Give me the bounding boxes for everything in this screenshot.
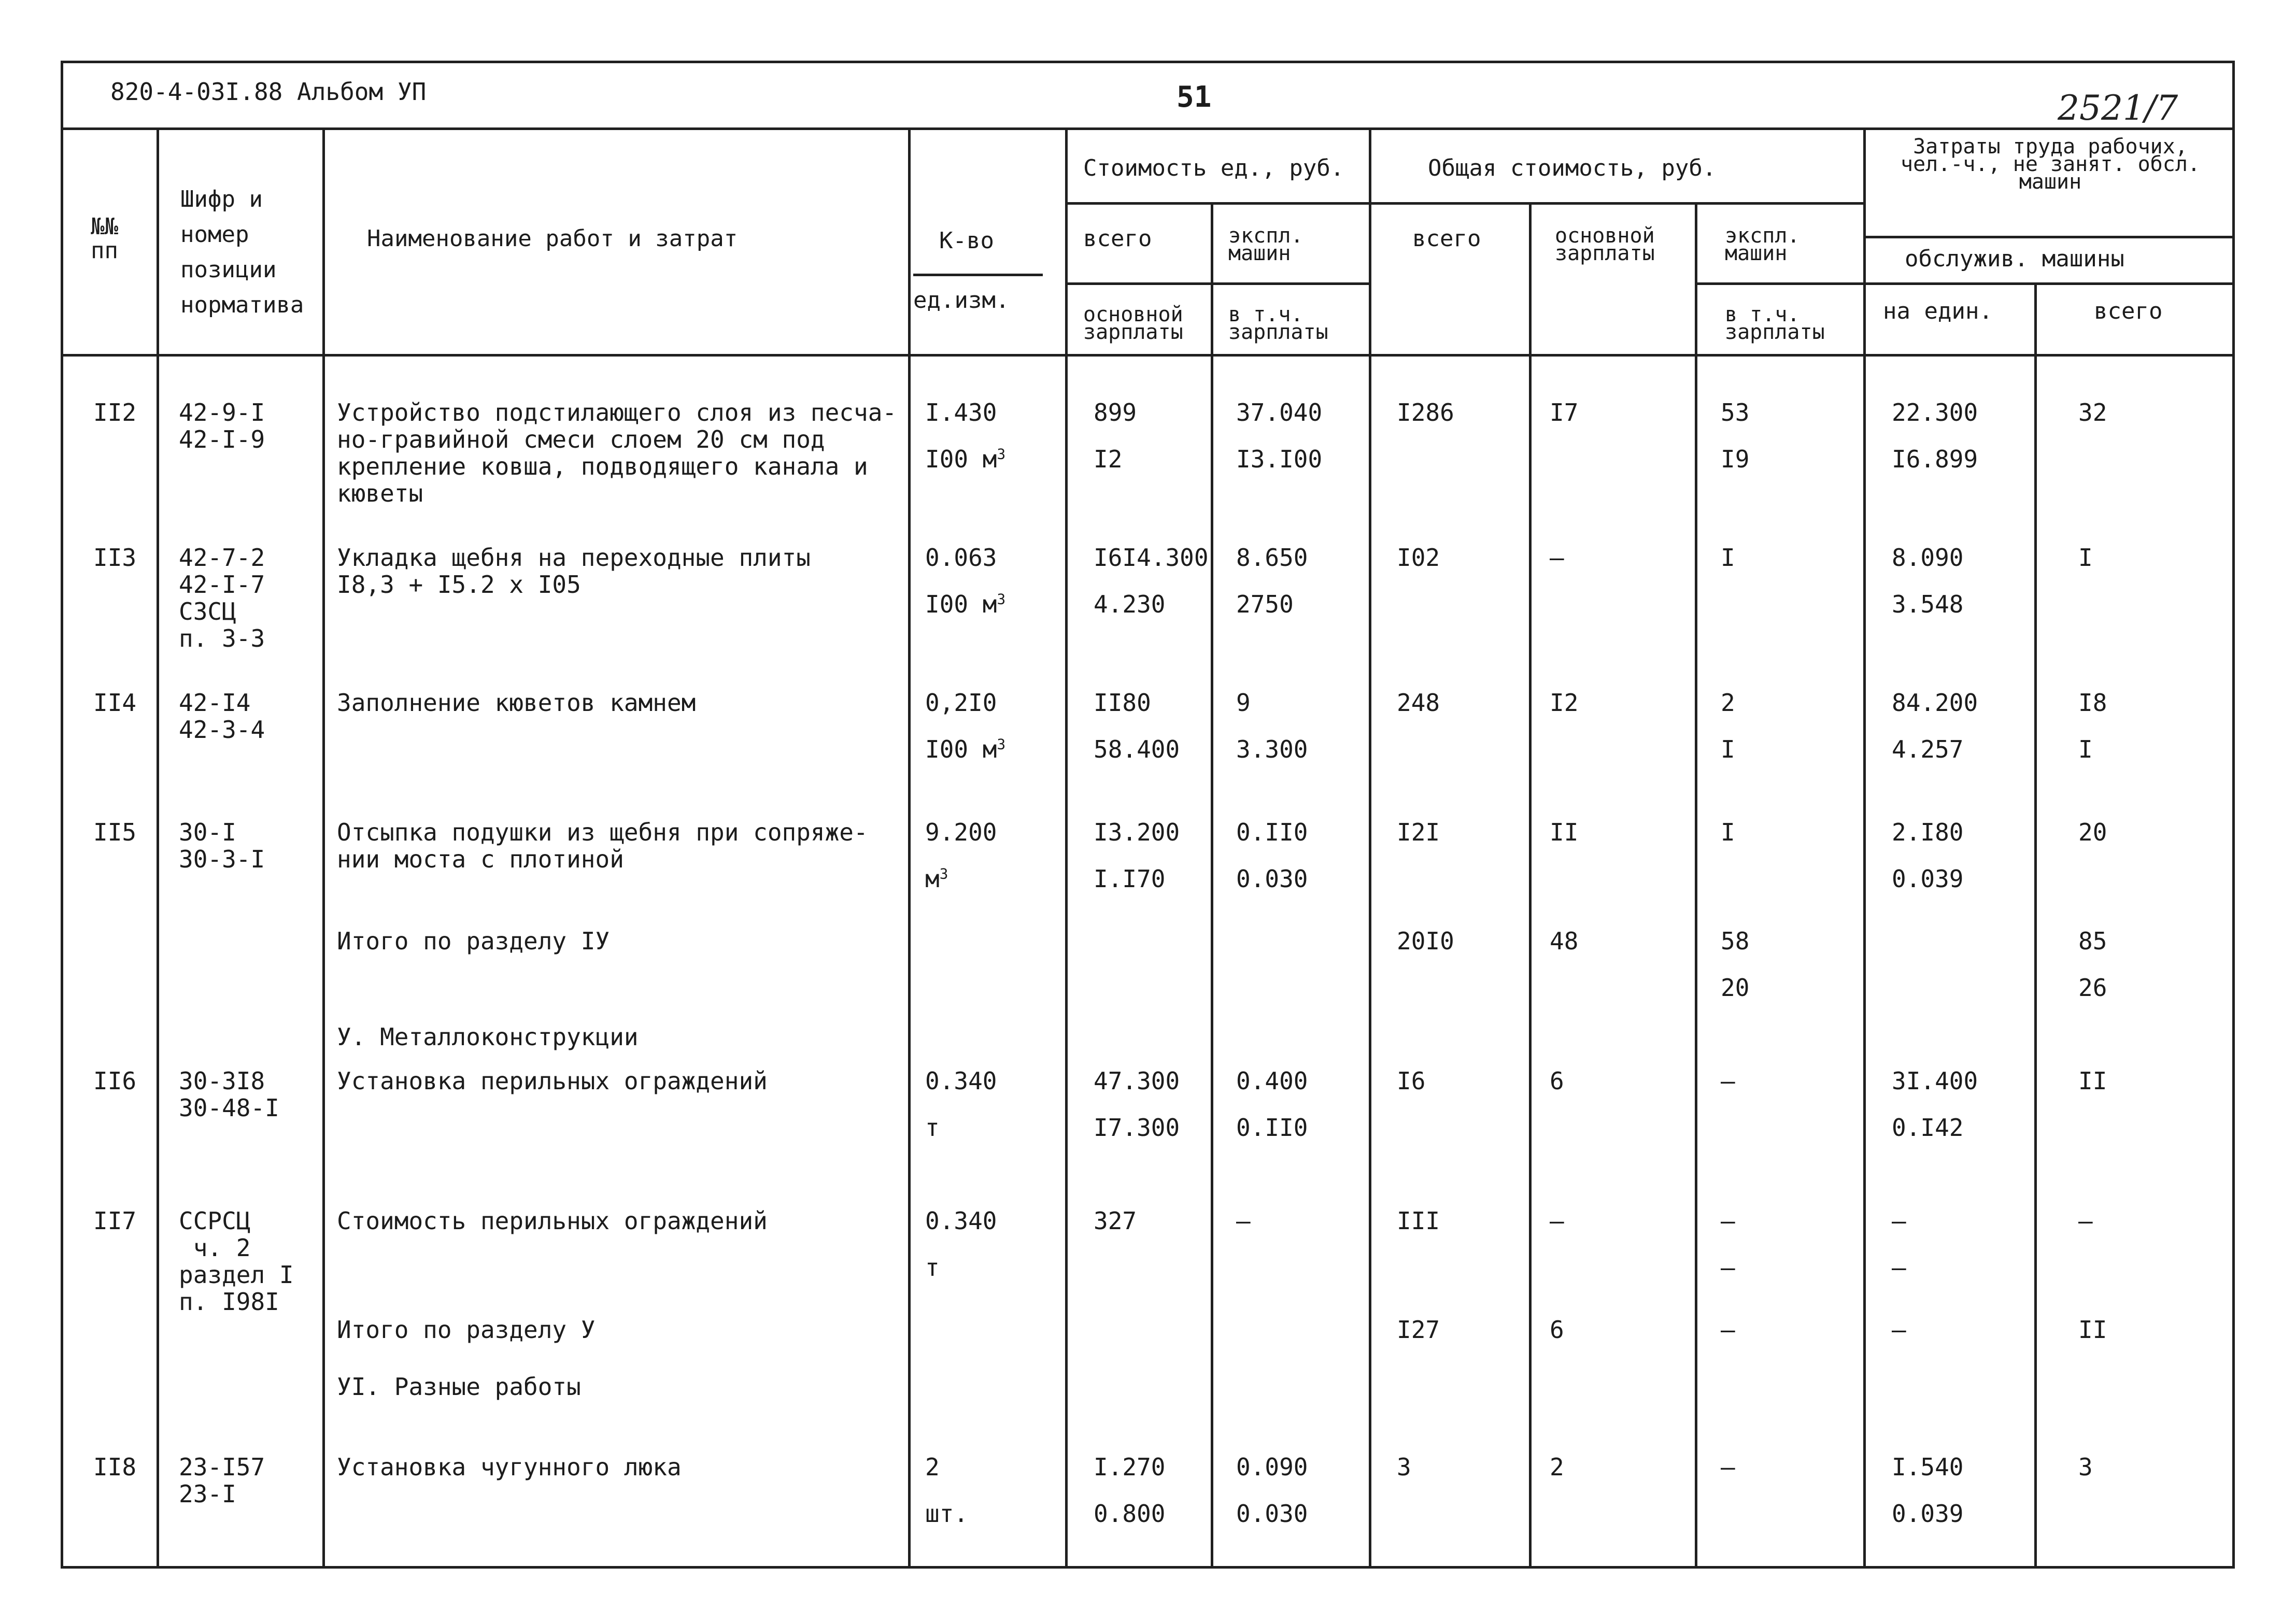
unit-of-measure: I00 $м^3$ (925, 445, 1006, 473)
col-header-unit-total: всего (1083, 225, 1152, 252)
work-name: УI. Разные работы (337, 1373, 581, 1401)
labor-total: – (2078, 1207, 2093, 1235)
total-wages: – (1550, 1207, 1564, 1235)
total-machines: – (1721, 1067, 1735, 1095)
labor-total: 20 (2078, 818, 2107, 846)
col-header-unit-wages: основной зарплаты (1083, 303, 1183, 344)
work-name: Укладка щебня на переходные плиты I8,3 + I5.2 x I05 (337, 544, 811, 599)
total-wages: 2 (1550, 1453, 1564, 1481)
row-number: II2 (93, 398, 137, 426)
norm-code: 30-I 30-3-I (179, 818, 265, 873)
col-header-labor-total: всего (2094, 298, 2163, 324)
header-rule-qty (913, 274, 1043, 276)
sheet-code-handwritten: 2521/7 (2058, 88, 2178, 128)
unit-cost-machines: 8.650 (1236, 544, 1308, 572)
labor-service-total: 26 (2078, 974, 2107, 1002)
norm-code: ССРСЦ ч. 2 раздел I п. I98I (179, 1207, 294, 1316)
labor-per-unit: 22.300 (1892, 398, 1978, 426)
total-cost: I6 (1397, 1067, 1426, 1095)
labor-total: I8 (2078, 689, 2107, 717)
unit-cost-machine-wages: 0.030 (1236, 1500, 1308, 1528)
row-number: II6 (93, 1067, 137, 1095)
col-rule-4 (1065, 127, 1068, 1569)
work-name: Итого по разделу У (337, 1316, 596, 1344)
labor-service-per-unit: I6.899 (1892, 445, 1978, 473)
total-machines: – (1721, 1207, 1735, 1235)
unit-cost-total: I.270 (1094, 1453, 1166, 1481)
quantity: I.430 (925, 398, 997, 426)
frame-bottom-rule (61, 1566, 2235, 1569)
norm-code: 42-I4 42-3-4 (179, 689, 265, 744)
total-machines: – (1721, 1453, 1735, 1481)
header-bottom-rule (61, 354, 2235, 357)
labor-service-per-unit: 0.039 (1892, 865, 1964, 893)
labor-per-unit: 3I.400 (1892, 1067, 1978, 1095)
labor-total: I (2078, 544, 2093, 572)
col-header-unit: ед.изм. (913, 287, 1010, 314)
total-cost: I286 (1397, 398, 1454, 426)
unit-cost-total: I6I4.300 (1094, 544, 1209, 572)
work-name: Заполнение кюветов камнем (337, 689, 696, 717)
col-header-labor: Затраты труда рабочих, чел.-ч., не занят. обсл. машин (1901, 135, 2200, 194)
album-code: 820-4-03I.88 Альбом УП (110, 78, 427, 106)
total-wages: II (1550, 818, 1579, 846)
col-header-code: Шифр и номер позиции норматива (180, 186, 304, 318)
unit-cost-machines: 0.400 (1236, 1067, 1308, 1095)
total-machine-wages: I9 (1721, 445, 1750, 473)
unit-cost-total: 47.300 (1094, 1067, 1180, 1095)
unit-cost-wages: 4.230 (1094, 590, 1166, 618)
norm-code: 30-3I8 30-48-I (179, 1067, 279, 1122)
col-rule-9 (1863, 127, 1866, 1569)
frame-left-rule (61, 61, 63, 1569)
total-cost: I2I (1397, 818, 1440, 846)
labor-total: 32 (2078, 398, 2107, 426)
col-rule-8 (1695, 202, 1697, 1569)
unit-cost-machines: 0.II0 (1236, 818, 1308, 846)
page-number: 51 (1177, 80, 1212, 114)
frame-right-rule (2232, 61, 2235, 1569)
unit-cost-machine-wages: 0.II0 (1236, 1114, 1308, 1142)
col-header-unit-machines: экспл. машин (1228, 224, 1303, 265)
unit-cost-total: 899 (1094, 398, 1137, 426)
labor-per-unit: – (1892, 1207, 1906, 1235)
col-header-num: №№ пп (91, 213, 118, 264)
col-header-unit-incl-wages: в т.ч. зарплаты (1228, 303, 1328, 344)
unit-of-measure: I00 $м^3$ (925, 735, 1006, 763)
quantity: 0,2I0 (925, 689, 997, 717)
frame-top-rule (61, 61, 2235, 63)
unit-cost-total: II80 (1094, 689, 1151, 717)
total-wages: 6 (1550, 1067, 1564, 1095)
labor-per-unit: – (1892, 1316, 1906, 1344)
header-rule-labor-a (1863, 236, 2235, 238)
work-name: Устройство подстилающего слоя из песча- но-гравийной смеси слоем 20 см под крепление ковша, подводящего канала и кюветы (337, 398, 897, 507)
row-number: II3 (93, 544, 137, 572)
labor-per-unit: 8.090 (1892, 544, 1964, 572)
unit-cost-machines: 9 (1236, 689, 1251, 717)
col-rule-3 (908, 127, 911, 1569)
unit-cost-total: I3.200 (1094, 818, 1180, 846)
total-wages: I7 (1550, 398, 1579, 426)
total-cost: I27 (1397, 1316, 1440, 1344)
total-machines: I (1721, 818, 1735, 846)
total-cost: 3 (1397, 1453, 1411, 1481)
unit-superscript: 3 (939, 865, 948, 882)
header-rule-machines (1695, 282, 1863, 285)
labor-service-per-unit: 0.I42 (1892, 1114, 1964, 1142)
labor-service-per-unit: 4.257 (1892, 735, 1964, 763)
labor-per-unit: 84.200 (1892, 689, 1978, 717)
total-wages: 6 (1550, 1316, 1564, 1344)
header-rule-unitcost (1065, 282, 1369, 285)
row-number: II5 (93, 818, 137, 846)
col-rule-2 (322, 127, 325, 1569)
labor-total: 3 (2078, 1453, 2093, 1481)
unit-cost-machine-wages: 3.300 (1236, 735, 1308, 763)
unit-cost-wages: 58.400 (1094, 735, 1180, 763)
quantity: 0.340 (925, 1067, 997, 1095)
col-header-total-cost: Общая стоимость, руб. (1428, 155, 1717, 181)
col-header-total-incl-wages: в т.ч. зарплаты (1725, 303, 1825, 344)
quantity: 2 (925, 1453, 940, 1481)
labor-per-unit: 2.I80 (1892, 818, 1964, 846)
unit-cost-total: 327 (1094, 1207, 1137, 1235)
header-rule-labor-b (1863, 282, 2235, 285)
labor-total: II (2078, 1067, 2107, 1095)
unit-superscript: 3 (997, 735, 1006, 753)
total-cost: 248 (1397, 689, 1440, 717)
col-header-total-wages: основной зарплаты (1555, 224, 1655, 265)
unit-of-measure: шт. (925, 1500, 969, 1528)
total-machines: 53 (1721, 398, 1750, 426)
unit-of-measure: I00 $м^3$ (925, 590, 1006, 618)
unit-superscript: 3 (997, 590, 1006, 608)
labor-service-per-unit: 3.548 (1892, 590, 1964, 618)
labor-per-unit: I.540 (1892, 1453, 1964, 1481)
unit-cost-machines: – (1236, 1207, 1251, 1235)
col-rule-6 (1369, 127, 1371, 1569)
row-number: II7 (93, 1207, 137, 1235)
norm-code: 42-9-I 42-I-9 (179, 398, 265, 453)
unit-cost-wages: 0.800 (1094, 1500, 1166, 1528)
col-header-labor-per-unit: на един. (1883, 298, 1993, 324)
total-machines: 2 (1721, 689, 1735, 717)
header-rule-cost (1065, 202, 1863, 205)
col-header-total-machines: экспл. машин (1725, 224, 1800, 265)
col-rule-5 (1211, 202, 1213, 1569)
unit-of-measure: $м^3$ (925, 865, 948, 893)
labor-total: II (2078, 1316, 2107, 1344)
unit-of-measure: т (925, 1254, 940, 1282)
norm-code: 42-7-2 42-I-7 СЗСЦ п. 3-3 (179, 544, 265, 652)
work-name: Стоимость перильных ограждений (337, 1207, 768, 1235)
unit-cost-machines: 37.040 (1236, 398, 1323, 426)
work-name: Итого по разделу IУ (337, 927, 610, 955)
work-name: Отсыпка подушки из щебня при сопряже- нии моста с плотиной (337, 818, 868, 873)
unit-cost-wages: I.I70 (1094, 865, 1166, 893)
total-machines: 58 (1721, 927, 1750, 955)
quantity: 0.340 (925, 1207, 997, 1235)
unit-of-measure: т (925, 1114, 940, 1142)
norm-code: 23-I57 23-I (179, 1453, 265, 1508)
unit-cost-machine-wages: 0.030 (1236, 865, 1308, 893)
total-machine-wages: – (1721, 1254, 1735, 1282)
work-name: У. Металлоконструкции (337, 1023, 639, 1051)
work-name: Установка чугунного люка (337, 1453, 682, 1481)
total-wages: I2 (1550, 689, 1579, 717)
title-bottom-rule (61, 127, 2235, 130)
total-machine-wages: I (1721, 735, 1735, 763)
unit-cost-wages: I2 (1094, 445, 1123, 473)
labor-service-per-unit: – (1892, 1254, 1906, 1282)
col-header-total-total: всего (1412, 225, 1481, 252)
unit-cost-wages: I7.300 (1094, 1114, 1180, 1142)
work-name: Установка перильных ограждений (337, 1067, 768, 1095)
col-rule-1 (157, 127, 159, 1569)
total-machines: – (1721, 1316, 1735, 1344)
total-cost: 20I0 (1397, 927, 1454, 955)
unit-cost-machines: 0.090 (1236, 1453, 1308, 1481)
col-rule-7 (1529, 202, 1532, 1569)
col-header-name: Наименование работ и затрат (367, 225, 738, 252)
col-rule-10 (2034, 282, 2037, 1569)
unit-superscript: 3 (997, 445, 1006, 463)
col-header-unit-cost: Стоимость ед., руб. (1083, 155, 1344, 181)
row-number: II8 (93, 1453, 137, 1481)
labor-service-total: I (2078, 735, 2093, 763)
total-cost: III (1397, 1207, 1440, 1235)
quantity: 9.200 (925, 818, 997, 846)
total-wages: 48 (1550, 927, 1579, 955)
col-header-labor-service: обслужив. машины (1905, 246, 2124, 272)
total-machine-wages: 20 (1721, 974, 1750, 1002)
row-number: II4 (93, 689, 137, 717)
labor-total: 85 (2078, 927, 2107, 955)
col-header-qty: К-во (939, 227, 994, 254)
unit-cost-machine-wages: 2750 (1236, 590, 1294, 618)
unit-cost-machine-wages: I3.I00 (1236, 445, 1323, 473)
total-machines: I (1721, 544, 1735, 572)
labor-service-per-unit: 0.039 (1892, 1500, 1964, 1528)
total-wages: – (1550, 544, 1564, 572)
total-cost: I02 (1397, 544, 1440, 572)
quantity: 0.063 (925, 544, 997, 572)
